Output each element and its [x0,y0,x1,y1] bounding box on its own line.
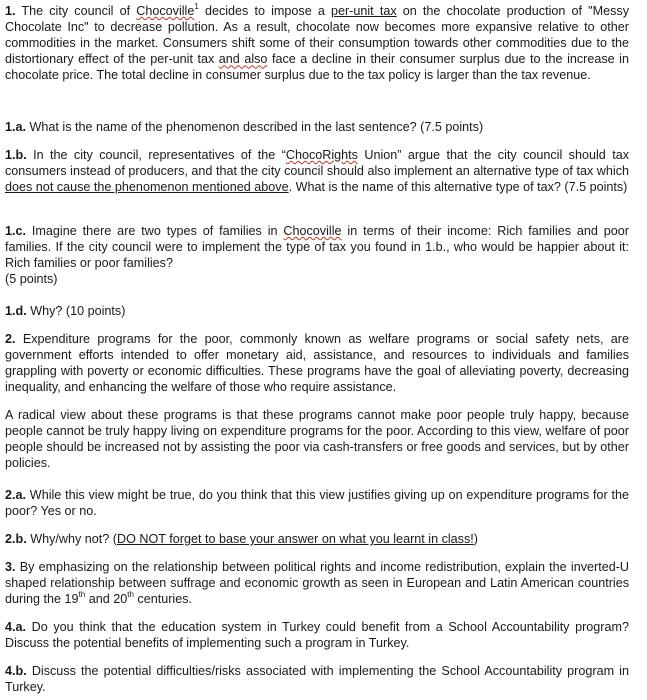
spellcheck-word: Chocoville [136,4,195,18]
question-4a: 4.a. Do you think that the education system in Turkey could benefit from a School Accountability program? Discuss the potential benefits of implementing such a program in Turkey. [5,620,629,651]
question-2a: 2.a. While this view might be true, do you think that this view justifies giving up on expenditure programs for the poor? Yes or no. [5,488,629,519]
underlined-term: per-unit tax [330,4,397,18]
question-2b: 2.b. Why/why not? (DO NOT forget to base your answer on what you learnt in class!) [5,532,478,546]
footnote-marker: 1 [194,1,199,11]
question-1c: 1.c. Imagine there are two types of families in Chocoville in terms of their income: Rich families and poor families. If the city council were to implement the type of tax you found in 1.b., who would be happier about it: Rich families or poor families? (5 points) [5,224,629,287]
question-4b: 4.b. Discuss the potential difficulties/risks associated with implementing the School Accountability program in Turkey. [5,664,629,695]
question-1a: 1.a. What is the name of the phenomenon described in the last sentence? (7.5 points) [5,120,484,134]
underlined-phrase: does not cause the phenomenon mentioned above [5,180,289,195]
spellcheck-word: ChocoRights [285,148,358,162]
question-3: 3. By emphasizing on the relationship between political rights and income redistribution, explain the inverted-U shaped relationship between suffrage and economic growth as seen in European and Latin American countries during the 19th and 20th centuries. [5,560,629,607]
question-number: 1. [5,4,16,18]
question-1d: 1.d. Why? (10 points) [5,304,126,318]
spellcheck-word: Chocoville [283,224,342,238]
spellcheck-word: and also [218,52,268,67]
question-1: 1. The city council of Chocoville$^1$ decides to impose a per-unit tax on the chocolate production of "Messy Chocolate Inc" to decrease pollution. As a result, chocolate now becomes more expansive relative to other commodities in the market. Consumers shift some of their consumption towards other commodities due to the distortionary effect of the per-unit tax and also face a decline in their consumer surplus due to the increase in chocolate price. The total decline in consumer surplus due to the tax policy is larger than the tax revenue. [5,1,630,83]
question-2-paragraph: A radical view about these programs is that these programs cannot make poor people truly happy, because people cannot be truly happy living on expenditure programs for the poor. According to this view, welfare of poor people should be increased not by assisting the poor via cash-transfers or free goods and services, but by other policies. [5,408,629,471]
underlined-instruction: DO NOT forget to base your answer on what you learnt in class! [117,532,474,546]
question-2: 2. Expenditure programs for the poor, commonly known as welfare programs or social safety nets, are government efforts intended to offer monetary aid, assistance, and resources to individuals and families grappling with poverty or economic difficulties. These programs have the goal of alleviating poverty, decreasing inequality, and enhancing the welfare of those who require assistance. [5,332,629,395]
question-1b: 1.b. In the city council, representatives of the “ChocoRights Union” argue that the city council should tax consumers instead of producers, and that the city council should also implement an alternative type of tax which does not cause the phenomenon mentioned above. What is the name of this alternative type of tax? (7.5 points) [5,148,629,195]
